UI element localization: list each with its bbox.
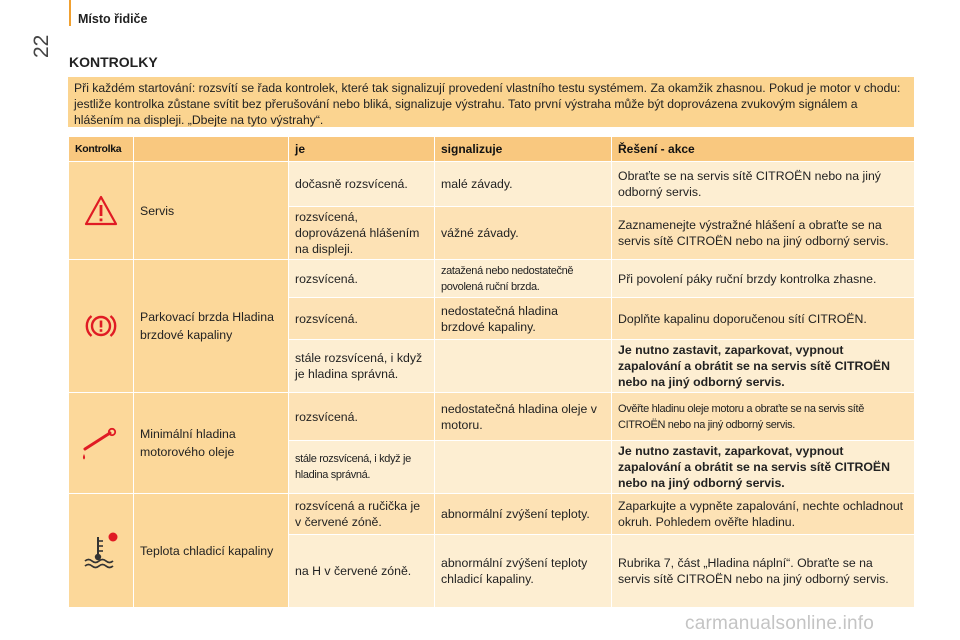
coolant-temperature-icon bbox=[79, 531, 123, 571]
table-cell-signal bbox=[435, 441, 611, 493]
oil-can-icon bbox=[79, 423, 123, 463]
page-heading: KONTROLKY bbox=[69, 54, 158, 70]
warning-light-name: Minimální hladina motorového oleje bbox=[134, 393, 288, 493]
table-cell-action: Rubrika 7, část „Hladina náplní“. Obraťte se na servis sítě CITROËN nebo na jiný odborný servis. bbox=[612, 535, 914, 607]
warning-light-cell bbox=[69, 393, 133, 493]
table-row bbox=[69, 494, 914, 534]
table-cell-action: Ověřte hladinu oleje motoru a obraťte se na servis sítě CITROËN nebo na jiný odborný servis. bbox=[612, 393, 914, 440]
table-cell-state: dočasně rozsvícená. bbox=[289, 162, 434, 206]
table-cell-state: rozsvícená. bbox=[289, 260, 434, 297]
warning-triangle-icon bbox=[84, 194, 118, 228]
table-cell-state: stále rozsvícená, i když je hladina správná. bbox=[289, 441, 434, 493]
brake-warning-icon bbox=[83, 311, 119, 341]
section-title: Místo řidiče bbox=[78, 12, 148, 26]
warning-light-name: Parkovací brzda Hladina brzdové kapaliny bbox=[134, 260, 288, 392]
table-cell-signal: nedostatečná hladina oleje v motoru. bbox=[435, 393, 611, 440]
header-kontrolka: Kontrolka bbox=[69, 137, 133, 161]
table-cell-state: na H v červené zóně. bbox=[289, 535, 434, 607]
table-cell-state: rozsvícená a ručička je v červené zóně. bbox=[289, 494, 434, 534]
table-cell-signal: zatažená nebo nedostatečně povolená ruční brzda. bbox=[435, 260, 611, 297]
table-header-row bbox=[69, 137, 914, 161]
page-number: 22 bbox=[30, 34, 53, 58]
table-row bbox=[69, 162, 914, 206]
warning-light-cell bbox=[69, 260, 133, 392]
table-cell-signal: abnormální zvýšení teploty chladicí kapaliny. bbox=[435, 535, 611, 607]
header-name bbox=[134, 137, 288, 161]
table-cell-state: stále rozsvícená, i když je hladina správná. bbox=[289, 340, 434, 392]
header-je: je bbox=[289, 137, 434, 161]
warning-lights-table bbox=[68, 136, 915, 608]
table-cell-signal: malé závady. bbox=[435, 162, 611, 206]
table-cell-signal: nedostatečná hladina brzdové kapaliny. bbox=[435, 298, 611, 339]
header-signalizuje: signalizuje bbox=[435, 137, 611, 161]
table-cell-state: rozsvícená. bbox=[289, 393, 434, 440]
table-cell-action: Je nutno zastavit, zaparkovat, vypnout zapalování a obrátit se na servis sítě CITROËN nebo na jiný odborný servis. bbox=[612, 340, 914, 392]
table-row bbox=[69, 393, 914, 440]
table-cell-action: Doplňte kapalinu doporučenou sítí CITROËN. bbox=[612, 298, 914, 339]
table-cell-action: Při povolení páky ruční brzdy kontrolka zhasne. bbox=[612, 260, 914, 297]
table-cell-action: Zaparkujte a vypněte zapalování, nechte ochladnout okruh. Pohledem ověřte hladinu. bbox=[612, 494, 914, 534]
warning-light-cell bbox=[69, 494, 133, 607]
table-cell-state: rozsvícená, doprovázená hlášením na displeji. bbox=[289, 207, 434, 259]
table-cell-signal bbox=[435, 340, 611, 392]
table-cell-action: Obraťte se na servis sítě CITROËN nebo na jiný odborný servis. bbox=[612, 162, 914, 206]
warning-light-cell bbox=[69, 162, 133, 259]
header-reseni: Řešení - akce bbox=[612, 137, 914, 161]
table-cell-action: Zaznamenejte výstražné hlášení a obraťte se na servis sítě CITROËN nebo na jiný odborný servis. bbox=[612, 207, 914, 259]
watermark-logo: carmanualsonline.info bbox=[685, 613, 875, 634]
warning-light-name: Servis bbox=[134, 162, 288, 259]
table-row bbox=[69, 260, 914, 297]
table-cell-action: Je nutno zastavit, zaparkovat, vypnout zapalování a obrátit se na servis sítě CITROËN nebo na jiný odborný servis. bbox=[612, 441, 914, 493]
table-cell-state: rozsvícená. bbox=[289, 298, 434, 339]
sidebar-accent-line bbox=[69, 0, 71, 26]
table-cell-signal: abnormální zvýšení teploty. bbox=[435, 494, 611, 534]
intro-paragraph: Při každém startování: rozsvítí se řada kontrolek, které tak signalizují provedení vlastního testu systémem. Za okamžik zhasnou. Pokud je motor v chodu: jestliže kontrolka zůstane svítit bez přerušování nebo bliká, signalizuje výstrahu. Tato první výstraha může být doprovázena zvukovým signálem a hlášením na displeji. „Dbejte na tyto výstrahy“. bbox=[68, 77, 914, 127]
warning-light-name: Teplota chladicí kapaliny bbox=[134, 494, 288, 607]
table-cell-signal: vážné závady. bbox=[435, 207, 611, 259]
